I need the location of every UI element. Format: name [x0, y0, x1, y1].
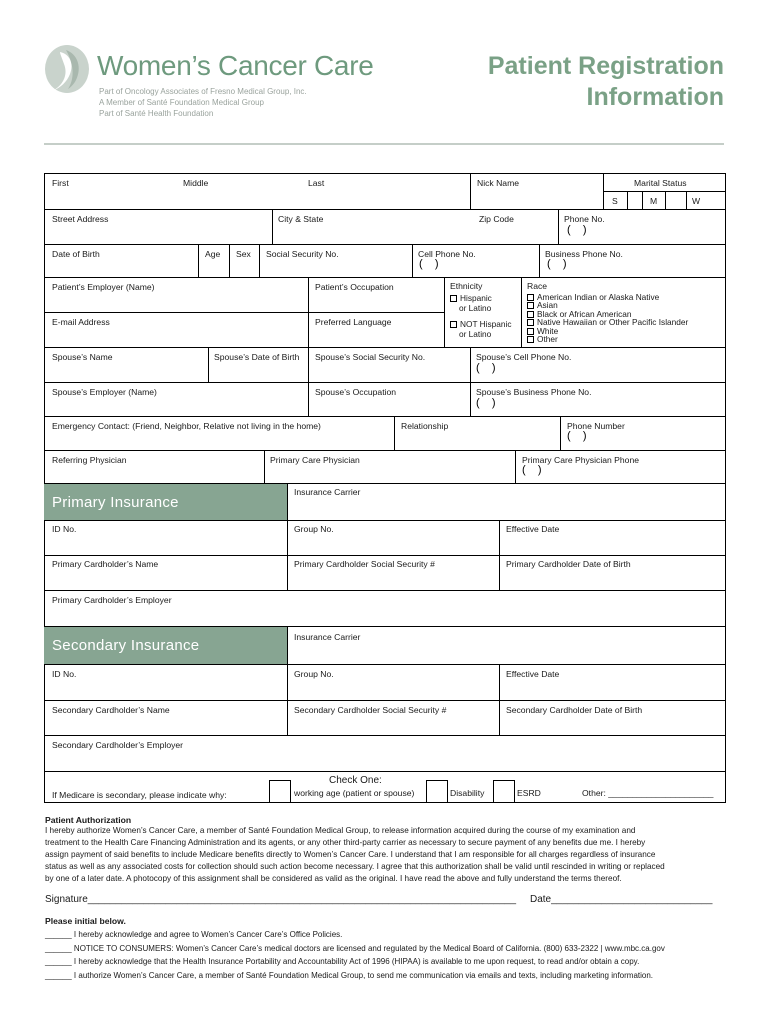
business-area-code[interactable]: ( ): [547, 258, 567, 270]
middle-name-label: Middle: [183, 178, 209, 188]
rule: [198, 244, 199, 277]
referring-physician-label: Referring Physician: [52, 455, 127, 465]
brand-sub-1: Part of Oncology Associates of Fresno Medical Group, Inc.: [99, 87, 307, 96]
secondary-holder-dob-label: Secondary Cardholder Date of Birth: [506, 705, 643, 715]
spouse-dob-label: Spouse’s Date of Birth: [214, 352, 300, 362]
rule: [44, 735, 726, 736]
authorization-text: [45, 825, 665, 885]
rule: [686, 191, 687, 209]
emergency-contact-label: Emergency Contact: (Friend, Neighbor, Relative not living in the home): [52, 421, 321, 431]
rule: [264, 450, 265, 483]
rule: [229, 244, 230, 277]
spouse-occupation-label: Spouse’s Occupation: [315, 387, 397, 397]
ethnicity-not-hispanic[interactable]: [450, 320, 512, 328]
secondary-holder-employer-label: Secondary Cardholder’s Employer: [52, 740, 184, 750]
initial-item[interactable]: ______ NOTICE TO CONSUMERS: Women’s Cancer Care’s medical doctors are licensed and regulated by the Medical Board of California. (800) 633-2322 | www.mbc.ca.gov: [45, 943, 665, 953]
last-name-label: Last: [308, 178, 325, 188]
race-label: Race: [527, 281, 548, 291]
medicare-prompt: If Medicare is secondary, please indicate why:: [52, 790, 227, 800]
checkbox-icon[interactable]: [527, 311, 534, 318]
initial-item[interactable]: ______ I hereby acknowledge and agree to Women’s Cancer Care’s Office Policies.: [45, 930, 343, 939]
rule: [558, 209, 559, 244]
rule: [515, 450, 516, 483]
rule: [560, 416, 561, 450]
rule: [308, 277, 309, 347]
rule: [272, 209, 273, 244]
rule: [44, 664, 726, 665]
checkbox-icon[interactable]: [527, 336, 534, 343]
race-options: [527, 293, 688, 343]
checkbox-icon[interactable]: [527, 328, 534, 335]
rule: [499, 664, 500, 735]
brand-sub-3: Part of Santé Health Foundation: [99, 109, 214, 118]
marital-s-checkbox[interactable]: [628, 192, 642, 209]
primary-insurance-heading: Primary Insurance: [44, 484, 287, 520]
rule: [308, 347, 309, 382]
rule: [470, 347, 471, 382]
working-age-label: working age (patient or spouse): [294, 788, 415, 798]
brand-sub-2: A Member of Santé Foundation Medical Group: [99, 98, 264, 107]
rule: [44, 416, 726, 417]
checkbox-icon[interactable]: [527, 294, 534, 301]
rule: [44, 312, 444, 313]
secondary-holder-name-label: Secondary Cardholder’s Name: [52, 705, 170, 715]
brand-name: Women’s Cancer Care: [97, 50, 374, 81]
race-option-label: American Indian or Alaska Native: [537, 292, 660, 302]
rule: [44, 771, 726, 772]
primary-id-label: ID No.: [52, 524, 77, 534]
primary-holder-ssn-label: Primary Cardholder Social Security #: [294, 559, 435, 569]
primary-carrier-label: Insurance Carrier: [294, 487, 361, 497]
rule: [412, 244, 413, 277]
sex-label: Sex: [236, 249, 251, 259]
rule: [44, 277, 726, 278]
authorization-line: status as well as any associated costs for collection should such action become necessary. I agree that this authorization shall be valid until rescinded in writing or replaced: [45, 862, 665, 871]
disability-checkbox[interactable]: [426, 780, 448, 803]
race-option-label: Black or African American: [537, 308, 632, 319]
marital-w-label: W: [692, 196, 701, 206]
race-option-label: Asian: [537, 300, 558, 311]
race-option[interactable]: [527, 335, 688, 343]
rule: [208, 347, 209, 382]
employer-label: Patient’s Employer (Name): [52, 282, 155, 292]
authorization-line: assign payment of said benefits to include Medicare benefits directly to Women’s Cancer Care. I understand that I am responsible for all charges regardless of insurance: [45, 850, 656, 859]
spouse-cell-label: Spouse’s Cell Phone No.: [476, 352, 572, 362]
relationship-label: Relationship: [401, 421, 449, 431]
working-age-checkbox[interactable]: [269, 780, 291, 803]
zip-code-label: Zip Code: [479, 214, 514, 224]
date-field[interactable]: Date_____________________________: [530, 894, 713, 905]
occupation-label: Patient’s Occupation: [315, 282, 394, 292]
rule: [259, 244, 260, 277]
race-option-label: Other: [537, 334, 558, 345]
rule: [521, 277, 522, 347]
spouse-employer-label: Spouse’s Employer (Name): [52, 387, 157, 397]
secondary-group-label: Group No.: [294, 669, 334, 679]
email-label: E-mail Address: [52, 317, 110, 327]
authorization-line: I hereby authorize Women’s Cancer Care, a member of Santé Foundation Medical Group, to release information acquired during the course of my examination and: [45, 826, 636, 835]
rule: [44, 209, 726, 210]
rule: [44, 590, 726, 591]
authorization-line: by one of a later date. A photocopy of this assignment shall be considered as valid as the original. I have read the above and fully understand the terms thereof.: [45, 874, 622, 883]
spouse-ssn-label: Spouse’s Social Security No.: [315, 352, 426, 362]
rule: [287, 626, 288, 735]
first-name-field[interactable]: [45, 174, 469, 209]
secondary-holder-ssn-label: Secondary Cardholder Social Security #: [294, 705, 447, 715]
rule: [44, 347, 726, 348]
not-hispanic-label-2: or Latino: [459, 329, 492, 339]
emergency-area-code[interactable]: ( ): [567, 430, 587, 442]
ssn-label: Social Security No.: [266, 249, 339, 259]
rule: [44, 700, 726, 701]
secondary-insurance-heading: Secondary Insurance: [44, 627, 287, 664]
checkbox-icon[interactable]: [450, 295, 457, 302]
authorization-line: treatment to the Health Care Financing Administration and its agents, or any other third-party carrier as necessary to secure payment of any benefits due me. I hereby: [45, 838, 646, 847]
checkbox-icon[interactable]: [527, 319, 534, 326]
secondary-effective-label: Effective Date: [506, 669, 560, 679]
spouse-cell-area-code[interactable]: ( ): [476, 362, 496, 374]
dob-label: Date of Birth: [52, 249, 100, 259]
language-label: Preferred Language: [315, 317, 392, 327]
rule: [287, 483, 288, 590]
primary-holder-name-label: Primary Cardholder’s Name: [52, 559, 159, 569]
page-title-line-1: Patient Registration: [487, 52, 724, 80]
authorization-heading: Patient Authorization: [45, 815, 132, 825]
spouse-business-area-code[interactable]: ( ): [476, 397, 496, 409]
phone-label: Phone No.: [564, 214, 605, 224]
pcp-area-code[interactable]: ( ): [522, 464, 542, 476]
rule: [44, 555, 726, 556]
primary-holder-employer-label: Primary Cardholder’s Employer: [52, 595, 172, 605]
primary-effective-label: Effective Date: [506, 524, 560, 534]
signature-field[interactable]: Signature_____________________________________________________________________________: [45, 894, 517, 905]
initial-item[interactable]: ______ I hereby acknowledge that the Health Insurance Portability and Accountability Act of 1996 (HIPAA) is available to me upon request, to read and/or obtain a copy.: [45, 957, 640, 966]
rule: [539, 244, 540, 277]
check-one-label: Check One:: [329, 775, 382, 786]
checkbox-icon[interactable]: [450, 321, 457, 328]
emergency-phone-label: Phone Number: [567, 421, 625, 431]
rule: [44, 382, 726, 383]
rule: [44, 520, 726, 521]
esrd-label: ESRD: [517, 788, 541, 798]
spouse-name-label: Spouse’s Name: [52, 352, 113, 362]
rule: [470, 382, 471, 416]
ethnicity-label: Ethnicity: [450, 281, 483, 291]
pcp-label: Primary Care Physician: [270, 455, 360, 465]
secondary-carrier-label: Insurance Carrier: [294, 632, 361, 642]
business-phone-label: Business Phone No.: [545, 249, 623, 259]
cell-area-code[interactable]: ( ): [419, 258, 439, 270]
esrd-checkbox[interactable]: [493, 780, 515, 803]
not-hispanic-label: NOT Hispanic: [460, 319, 512, 329]
rule: [444, 277, 445, 347]
rule: [394, 416, 395, 450]
city-state-label: City & State: [278, 214, 324, 224]
marital-status-label: Marital Status: [634, 178, 687, 188]
pcp-phone-label: Primary Care Physician Phone: [522, 455, 640, 465]
hispanic-label-2: or Latino: [459, 303, 492, 313]
rule: [44, 450, 726, 451]
nick-name-label: Nick Name: [477, 178, 520, 188]
hispanic-label: Hispanic: [460, 293, 492, 303]
rule: [308, 382, 309, 416]
primary-group-label: Group No.: [294, 524, 334, 534]
marital-m-checkbox[interactable]: [666, 192, 686, 209]
ethnicity-hispanic[interactable]: [450, 294, 492, 302]
marital-s-label: S: [612, 196, 618, 206]
initials-list: [45, 928, 665, 982]
header-divider: [44, 143, 724, 145]
initials-heading: Please initial below.: [45, 916, 126, 926]
marital-w-checkbox[interactable]: [705, 192, 725, 209]
phone-area-code[interactable]: ( ): [567, 224, 587, 236]
rule: [44, 244, 726, 245]
rule: [499, 520, 500, 590]
nick-name-field[interactable]: [471, 174, 602, 209]
rule: [642, 191, 643, 209]
logo-icon: [44, 44, 90, 94]
spouse-business-label: Spouse’s Business Phone No.: [476, 387, 592, 397]
age-label: Age: [205, 249, 221, 259]
secondary-id-label: ID No.: [52, 669, 77, 679]
initial-item[interactable]: ______ I authorize Women’s Cancer Care, a member of Santé Foundation Medical Group, to send me communication via emails and texts, including marketing information.: [45, 970, 654, 980]
marital-m-label: M: [650, 196, 658, 206]
checkbox-icon[interactable]: [527, 302, 534, 309]
cell-phone-label: Cell Phone No.: [418, 249, 476, 259]
primary-holder-dob-label: Primary Cardholder Date of Birth: [506, 559, 631, 569]
street-address-label: Street Address: [52, 214, 109, 224]
other-field[interactable]: Other: ______________________: [582, 788, 714, 798]
disability-label: Disability: [450, 788, 485, 798]
race-option-label: White: [537, 325, 559, 336]
first-name-label: First: [52, 178, 69, 188]
race-option-label: Native Hawaiian or Other Pacific Islander: [537, 317, 689, 328]
page-title-line-2: Information: [586, 83, 724, 111]
